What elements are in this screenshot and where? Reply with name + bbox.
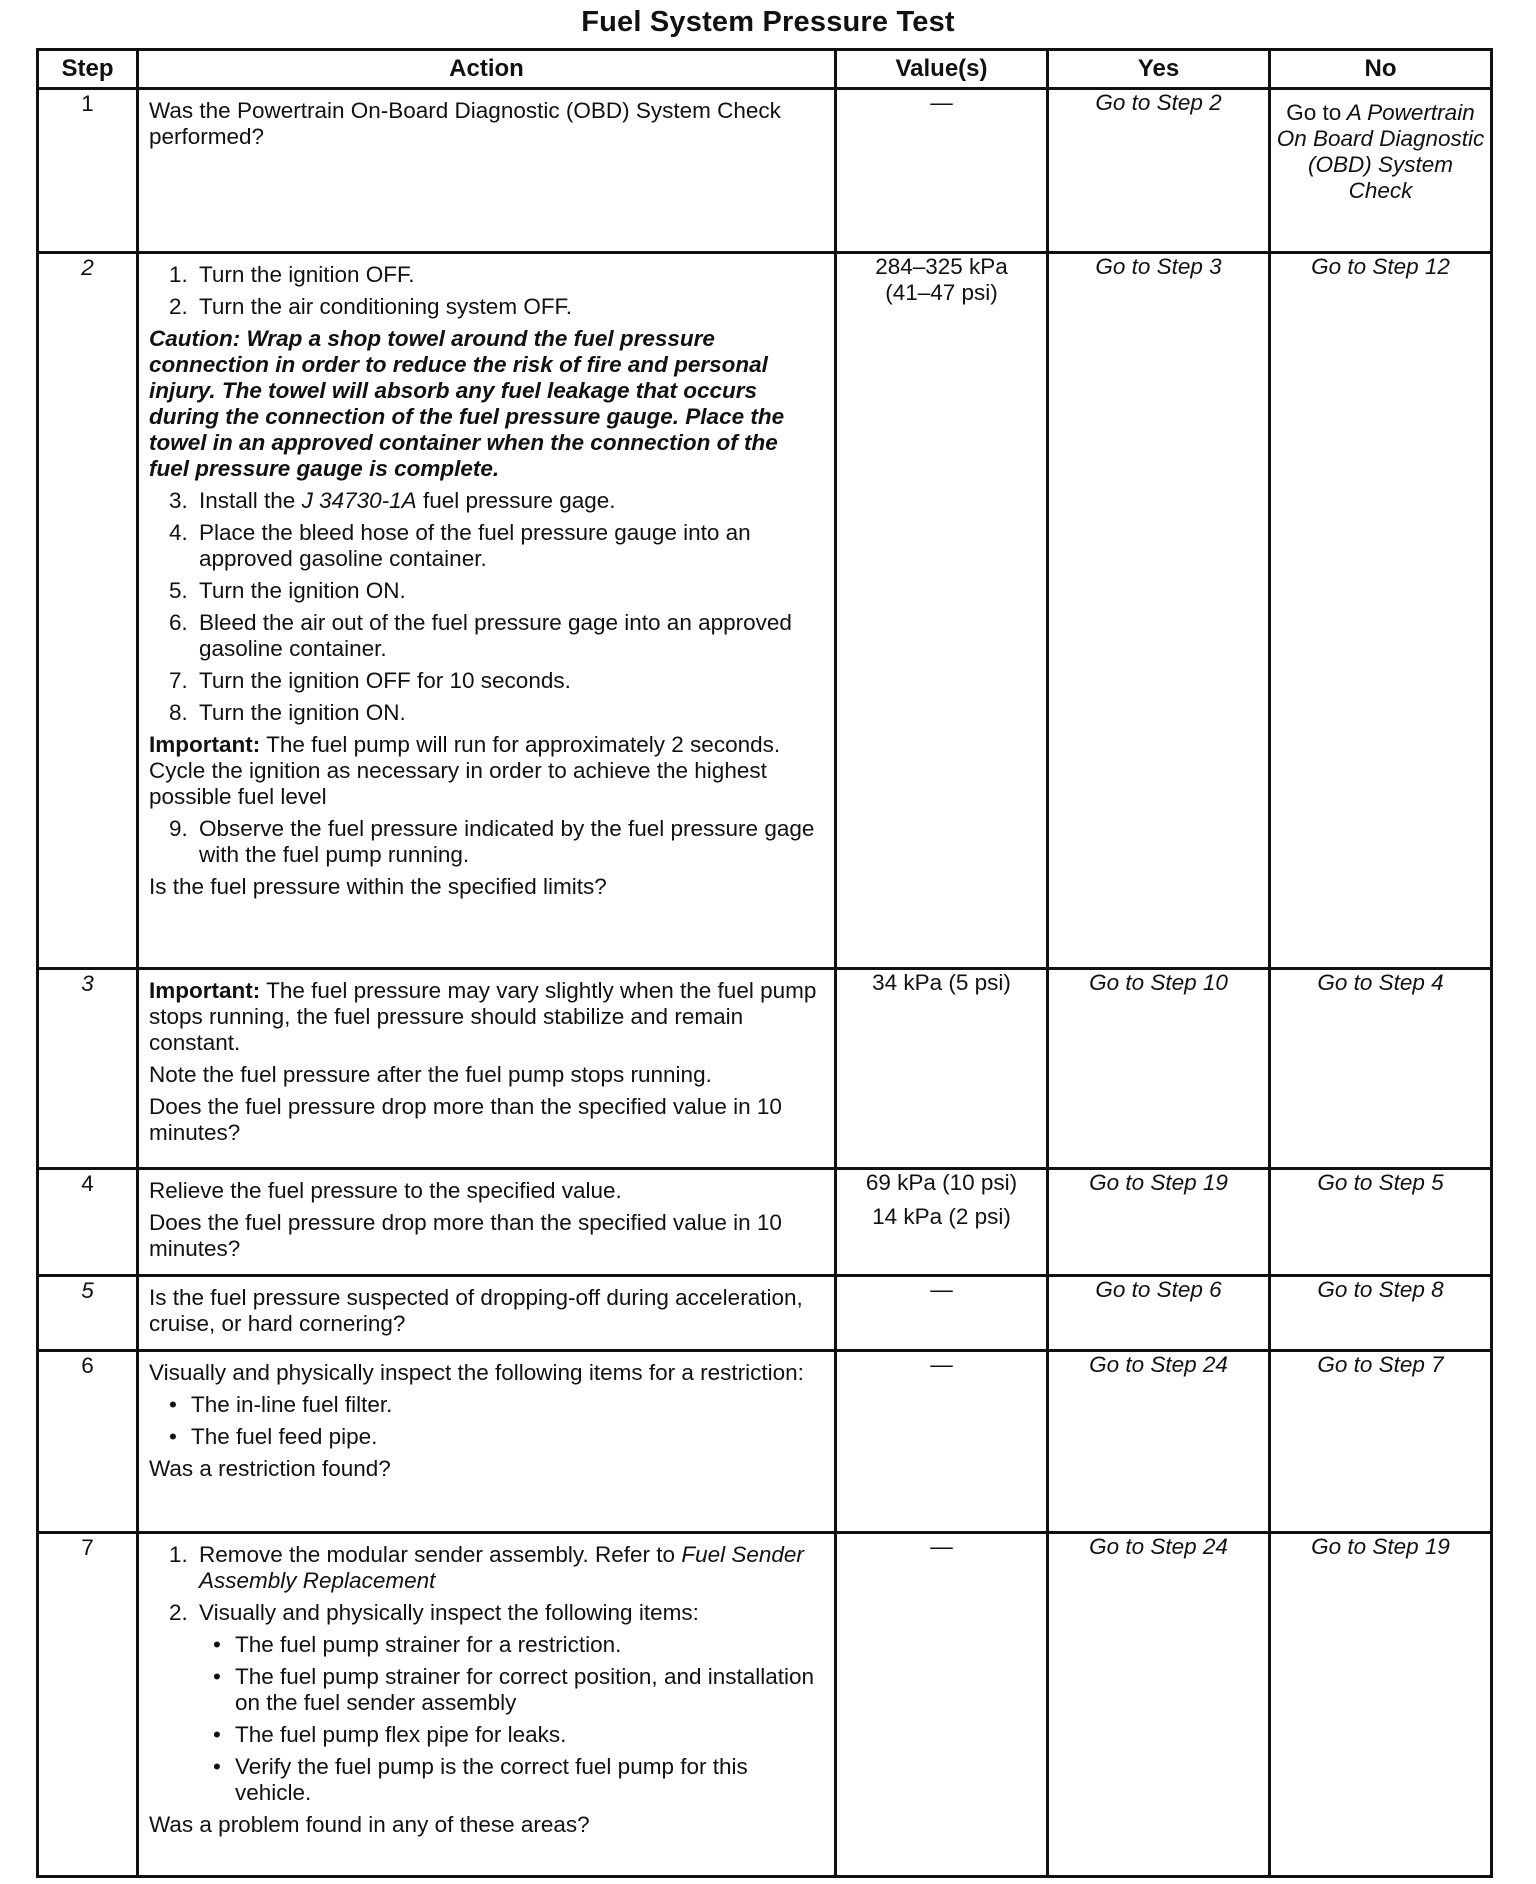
important-note (149, 732, 824, 810)
bullet-icon: • (213, 1722, 221, 1747)
item-text-a: Remove the modular sender assembly. Refer to (199, 1542, 676, 1567)
header-step: Step (38, 50, 138, 89)
header-row (38, 50, 1492, 89)
item-number: 8. (169, 700, 188, 725)
action-note: Note the fuel pressure after the fuel pump stops running. (149, 1062, 712, 1087)
step-number: 2 (38, 253, 138, 969)
bullet-icon: • (213, 1754, 221, 1779)
yes-cell: Go to Step 24 (1048, 1351, 1270, 1533)
table-row (38, 1351, 1492, 1533)
table-row (38, 969, 1492, 1169)
bullet-icon: • (169, 1392, 177, 1417)
no-cell: Go to Step 8 (1270, 1276, 1492, 1351)
value-primary: 284–325 kPa (875, 254, 1008, 279)
yes-cell: Go to Step 6 (1048, 1276, 1270, 1351)
header-no: No (1270, 50, 1492, 89)
action-text: Relieve the fuel pressure to the specified value. (149, 1178, 622, 1203)
action-question: Was the Powertrain On-Board Diagnostic (OBD) System Check performed? (149, 98, 781, 149)
value-cell (836, 253, 1048, 969)
action-text: Visually and physically inspect the following items for a restriction: (149, 1360, 804, 1385)
action-question: Was a restriction found? (149, 1456, 391, 1481)
step-number: 1 (38, 89, 138, 253)
item-text: Turn the ignition ON. (199, 700, 406, 725)
bullet-item (213, 1664, 824, 1716)
item-number: 4. (169, 520, 188, 545)
item-text: Bleed the air out of the fuel pressure gage into an approved gasoline container. (199, 610, 792, 661)
item-text: Visually and physically inspect the following items: (199, 1600, 699, 1625)
value-cell: — (836, 1276, 1048, 1351)
bullet-text: The fuel pump strainer for correct position, and installation on the fuel sender assembly (235, 1664, 815, 1715)
important-text: The fuel pressure may vary slightly when the fuel pump stops running, the fuel pressure should stabilize and remain constant. (149, 978, 817, 1055)
value-cell: 34 kPa (5 psi) (836, 969, 1048, 1169)
bullet-item (213, 1722, 824, 1748)
value-cell: — (836, 89, 1048, 253)
header-action: Action (138, 50, 836, 89)
item-number: 6. (169, 610, 188, 635)
item-text: Turn the ignition OFF. (199, 262, 415, 287)
list-item (169, 700, 824, 726)
action-cell (138, 1351, 836, 1533)
action-cell (138, 1276, 836, 1351)
list-item (169, 520, 824, 572)
no-prefix: Go to (1286, 100, 1342, 125)
item-text: Turn the ignition OFF for 10 seconds. (199, 668, 571, 693)
yes-cell: Go to Step 2 (1048, 89, 1270, 253)
list-item (169, 262, 824, 288)
list-item (169, 1542, 824, 1594)
list-item (169, 294, 824, 320)
list-item (169, 1600, 824, 1626)
item-number: 2. (169, 294, 188, 319)
action-question: Does the fuel pressure drop more than the specified value in 10 minutes? (149, 1094, 782, 1145)
action-cell (138, 1533, 836, 1877)
item-text (199, 1542, 824, 1594)
table-row (38, 1169, 1492, 1276)
bullet-text: The in-line fuel filter. (191, 1392, 393, 1417)
bullet-icon: • (169, 1424, 177, 1449)
yes-cell: Go to Step 24 (1048, 1533, 1270, 1877)
caution-note: Caution: Wrap a shop towel around the fuel pressure connection in order to reduce the risk of fire and personal injury. The towel will absorb any fuel leakage that occurs during the connection of the fuel pressure gauge. Place the towel in an approved container when the connection of the fuel pressure gauge is complete. (149, 326, 785, 481)
item-text: Observe the fuel pressure indicated by the fuel pressure gage with the fuel pump running. (199, 816, 815, 867)
no-cell: Go to Step 7 (1270, 1351, 1492, 1533)
table-row (38, 89, 1492, 253)
action-question: Was a problem found in any of these areas? (149, 1812, 590, 1837)
bullet-item (169, 1424, 824, 1450)
item-text (199, 488, 616, 514)
bullet-item (213, 1632, 824, 1658)
action-cell (138, 253, 836, 969)
value-primary: 69 kPa (10 psi) (865, 1170, 1018, 1195)
bullet-icon: • (213, 1664, 221, 1689)
action-cell (138, 1169, 836, 1276)
item-text: Turn the air conditioning system OFF. (199, 294, 573, 319)
header-yes: Yes (1048, 50, 1270, 89)
value-cell: — (836, 1533, 1048, 1877)
item-number: 2. (169, 1600, 188, 1625)
item-text-b: fuel pressure gage. (422, 488, 616, 513)
item-number: 7. (169, 668, 188, 693)
document-title: Fuel System Pressure Test (581, 6, 955, 38)
item-number: 1. (169, 262, 188, 287)
step-number: 5 (38, 1276, 138, 1351)
item-number: 3. (169, 488, 188, 513)
list-item (169, 488, 824, 514)
important-note (149, 978, 824, 1056)
no-cell (1270, 89, 1492, 253)
item-text: Place the bleed hose of the fuel pressure gauge into an approved gasoline container. (199, 520, 751, 571)
item-number: 9. (169, 816, 188, 841)
no-cell: Go to Step 12 (1270, 253, 1492, 969)
action-cell (138, 89, 836, 253)
item-number: 1. (169, 1542, 188, 1567)
fuel-pressure-test-table (36, 48, 1493, 1878)
step-number: 7 (38, 1533, 138, 1877)
important-text: The fuel pump will run for approximately 2 seconds. Cycle the ignition as necessary in order to achieve the highest possible fuel level (149, 732, 781, 809)
bullet-item (169, 1392, 824, 1418)
table-row (38, 1276, 1492, 1351)
list-item (169, 610, 824, 662)
list-item (169, 578, 824, 604)
item-text: Turn the ignition ON. (199, 578, 406, 603)
header-values: Value(s) (836, 50, 1048, 89)
action-question: Is the fuel pressure suspected of dropping-off during acceleration, cruise, or hard cornering? (149, 1285, 803, 1336)
yes-cell: Go to Step 10 (1048, 969, 1270, 1169)
list-item (169, 668, 824, 694)
step-number: 4 (38, 1169, 138, 1276)
no-cell: Go to Step 5 (1270, 1169, 1492, 1276)
action-cell (138, 969, 836, 1169)
list-item (169, 816, 824, 868)
value-cell (836, 1169, 1048, 1276)
bullet-item (213, 1754, 824, 1806)
value-secondary: 14 kPa (2 psi) (872, 1204, 1011, 1229)
table-row (38, 253, 1492, 969)
no-cell: Go to Step 19 (1270, 1533, 1492, 1877)
important-label: Important: (149, 732, 261, 757)
table-row (38, 1533, 1492, 1877)
bullet-text: The fuel pump strainer for a restriction. (235, 1632, 622, 1657)
bullet-text: The fuel feed pipe. (191, 1424, 378, 1449)
step-number: 3 (38, 969, 138, 1169)
action-question: Is the fuel pressure within the specified limits? (149, 874, 607, 899)
reference-link: Fuel Sender Assembly Replacement (199, 1542, 804, 1593)
value-cell: — (836, 1351, 1048, 1533)
no-link: A Powertrain On Board Diagnostic (OBD) System Check (1276, 100, 1485, 203)
value-secondary: (41–47 psi) (885, 280, 998, 305)
yes-cell: Go to Step 3 (1048, 253, 1270, 969)
important-label: Important: (149, 978, 261, 1003)
item-text-a: Install the (199, 488, 296, 513)
action-question: Does the fuel pressure drop more than the specified value in 10 minutes? (149, 1210, 782, 1261)
step-number: 6 (38, 1351, 138, 1533)
bullet-text: The fuel pump flex pipe for leaks. (235, 1722, 567, 1747)
item-number: 5. (169, 578, 188, 603)
bullet-text: Verify the fuel pump is the correct fuel pump for this vehicle. (235, 1754, 748, 1805)
no-cell: Go to Step 4 (1270, 969, 1492, 1169)
bullet-icon: • (213, 1632, 221, 1657)
yes-cell: Go to Step 19 (1048, 1169, 1270, 1276)
tool-number: J 34730-1A (301, 488, 417, 513)
